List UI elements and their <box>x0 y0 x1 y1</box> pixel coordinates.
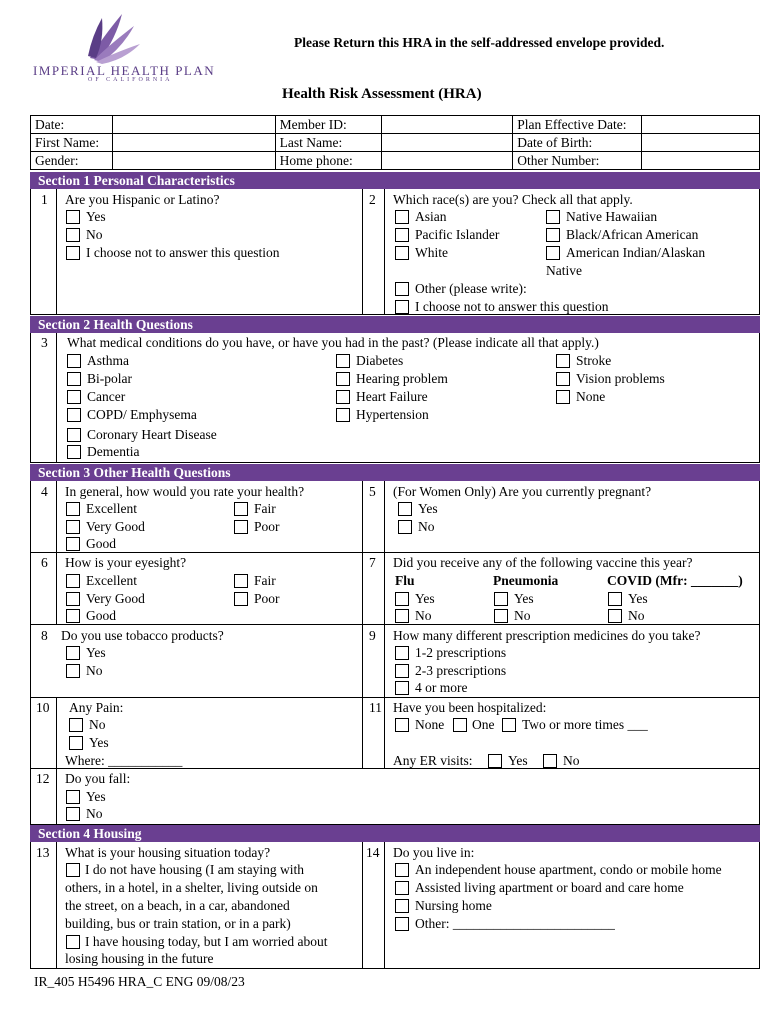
q7-flu-no-checkbox[interactable] <box>395 609 409 623</box>
q11-option: Two or more times ___ <box>522 717 648 732</box>
q9-checkbox[interactable] <box>395 681 409 695</box>
q3-checkbox[interactable] <box>67 390 81 404</box>
q12-option: No <box>86 806 103 821</box>
q7-covid-yes-checkbox[interactable] <box>608 592 622 606</box>
q8-checkbox-no[interactable] <box>66 664 80 678</box>
q4-option: Very Good <box>86 519 145 534</box>
member-info-table <box>30 115 760 170</box>
q2-option: Asian <box>415 209 447 224</box>
q2-checkbox-decline[interactable] <box>395 300 409 314</box>
q7-option: Yes <box>415 591 435 606</box>
q10-checkbox-no[interactable] <box>69 718 83 732</box>
q2-text: Which race(s) are you? Check all that apply. <box>393 192 633 207</box>
q5-text: (For Women Only) Are you currently pregnant? <box>393 484 652 499</box>
page-title: Health Risk Assessment (HRA) <box>282 86 482 102</box>
q9-option: 2-3 prescriptions <box>415 663 507 678</box>
q3-option: Vision problems <box>576 371 665 386</box>
q10-option: No <box>89 717 106 732</box>
q1-checkbox-no[interactable] <box>66 228 80 242</box>
q3-checkbox[interactable] <box>67 354 81 368</box>
q11-er-no-checkbox[interactable] <box>543 754 557 768</box>
q1-option: Yes <box>86 209 106 224</box>
q11-number: 11 <box>369 700 382 715</box>
q7-option: No <box>415 608 432 623</box>
section-1-row <box>30 189 760 315</box>
q11-checkbox-none[interactable] <box>395 718 409 732</box>
q2-option: Black/African American <box>566 227 699 242</box>
q13-number: 13 <box>36 845 50 860</box>
q3-option: Heart Failure <box>356 389 428 404</box>
q3-checkbox[interactable] <box>336 390 350 404</box>
q2-checkbox-asian[interactable] <box>395 210 409 224</box>
q3-checkbox[interactable] <box>67 445 81 459</box>
section-4-row <box>30 842 760 969</box>
q7-flu-yes-checkbox[interactable] <box>395 592 409 606</box>
q13-line: I do not have housing (I am staying with <box>85 862 304 877</box>
q2-option: Native <box>546 263 582 278</box>
q8-option: No <box>86 663 103 678</box>
q7-covid-label: COVID (Mfr: _______) <box>607 573 743 588</box>
q11-text: Have you been hospitalized: <box>393 700 547 715</box>
member-id-field[interactable] <box>381 116 513 134</box>
first-name-label: First Name: <box>31 134 113 152</box>
q12-checkbox-no[interactable] <box>66 807 80 821</box>
q6-checkbox[interactable] <box>66 574 80 588</box>
q3-option: Bi-polar <box>87 371 132 386</box>
q3-option: COPD/ Emphysema <box>87 407 197 422</box>
q4-text: In general, how would you rate your health? <box>65 484 305 499</box>
q10-checkbox-yes[interactable] <box>69 736 83 750</box>
section-3-row-b <box>30 553 760 625</box>
q3-option: None <box>576 389 606 404</box>
q6-checkbox[interactable] <box>234 574 248 588</box>
q12-number: 12 <box>36 771 50 786</box>
q10-option: Yes <box>89 735 109 750</box>
q3-option: Hearing problem <box>356 371 448 386</box>
q14-number: 14 <box>366 845 380 860</box>
q11-checkbox-one[interactable] <box>453 718 467 732</box>
q14-option: Nursing home <box>415 898 492 913</box>
last-name-field[interactable] <box>381 134 513 152</box>
q5-number: 5 <box>369 484 376 499</box>
q5-option: No <box>418 519 435 534</box>
q6-checkbox[interactable] <box>234 592 248 606</box>
q3-checkbox[interactable] <box>336 408 350 422</box>
plan-effective-field[interactable] <box>642 116 760 134</box>
q9-checkbox[interactable] <box>395 664 409 678</box>
q13-checkbox-worried[interactable] <box>66 935 80 949</box>
q11-option: One <box>472 717 495 732</box>
q7-covid-no-checkbox[interactable] <box>608 609 622 623</box>
q3-number: 3 <box>41 335 48 350</box>
q3-checkbox[interactable] <box>336 354 350 368</box>
q4-checkbox[interactable] <box>234 502 248 516</box>
section-3-row-c <box>30 625 760 698</box>
q4-option: Fair <box>254 501 276 516</box>
q5-checkbox-yes[interactable] <box>398 502 412 516</box>
section-3-row-a <box>30 481 760 553</box>
return-note: Please Return this HRA in the self-addressed envelope provided. <box>294 35 665 50</box>
q1-text: Are you Hispanic or Latino? <box>65 192 220 207</box>
q3-option: Dementia <box>87 444 140 459</box>
q1-option: I choose not to answer this question <box>86 245 280 260</box>
q14-text: Do you live in: <box>393 845 475 860</box>
q6-option: Poor <box>254 591 280 606</box>
q13-text: What is your housing situation today? <box>65 845 271 860</box>
section-1-header: Section 1 Personal Characteristics <box>30 172 760 189</box>
q10-number: 10 <box>36 700 50 715</box>
q2-option: American Indian/Alaskan <box>566 245 706 260</box>
q14-option: Assisted living apartment or board and care home <box>415 880 684 895</box>
section-3-row-d <box>30 698 760 769</box>
q5-option: Yes <box>418 501 438 516</box>
q2-option: I choose not to answer this question <box>415 299 609 314</box>
q8-option: Yes <box>86 645 106 660</box>
q3-option: Cancer <box>87 389 126 404</box>
q2-checkbox-american-indian[interactable] <box>546 246 560 260</box>
q10-where-field[interactable]: Where: ___________ <box>65 753 183 768</box>
q13-line: I have housing today, but I am worried about <box>85 934 328 949</box>
q12-text: Do you fall: <box>65 771 131 786</box>
q13-line: losing housing in the future <box>65 951 214 966</box>
q7-flu-label: Flu <box>395 573 415 588</box>
q4-checkbox[interactable] <box>66 537 80 551</box>
logo-subtext: OF CALIFORNIA <box>88 77 173 83</box>
q6-option: Very Good <box>86 591 145 606</box>
q7-number: 7 <box>369 555 376 570</box>
home-phone-label: Home phone: <box>275 152 381 170</box>
first-name-field[interactable] <box>112 134 275 152</box>
q3-checkbox[interactable] <box>336 372 350 386</box>
q6-number: 6 <box>41 555 48 570</box>
q13-line: building, bus or train station, or in a park) <box>65 916 291 931</box>
q14-option: Other: ________________________ <box>415 916 615 931</box>
logo-text: IMPERIAL HEALTH PLAN <box>33 63 216 78</box>
q11-checkbox-two-or-more[interactable] <box>502 718 516 732</box>
q9-checkbox[interactable] <box>395 646 409 660</box>
q1-option: No <box>86 227 103 242</box>
q8-number: 8 <box>41 628 48 643</box>
q1-checkbox-decline[interactable] <box>66 246 80 260</box>
q5-checkbox-no[interactable] <box>398 520 412 534</box>
q11-option: No <box>563 753 580 768</box>
member-id-label: Member ID: <box>275 116 381 134</box>
q3-option: Stroke <box>576 353 612 368</box>
date-field[interactable] <box>112 116 275 134</box>
home-phone-field[interactable] <box>381 152 513 170</box>
q14-checkbox[interactable] <box>395 863 409 877</box>
q11-er-label: Any ER visits: <box>393 753 473 768</box>
q4-checkbox[interactable] <box>66 502 80 516</box>
q6-checkbox[interactable] <box>66 609 80 623</box>
q6-option: Fair <box>254 573 276 588</box>
q11-option: None <box>415 717 445 732</box>
q13-checkbox-no-housing[interactable] <box>66 863 80 877</box>
q3-option: Diabetes <box>356 353 404 368</box>
q2-checkbox-hawaiian[interactable] <box>546 210 560 224</box>
q9-number: 9 <box>369 628 376 643</box>
q9-option: 1-2 prescriptions <box>415 645 507 660</box>
q2-checkbox-white[interactable] <box>395 246 409 260</box>
q7-option: Yes <box>628 591 648 606</box>
q6-checkbox[interactable] <box>66 592 80 606</box>
q3-option: Coronary Heart Disease <box>87 427 217 442</box>
q1-number: 1 <box>41 192 48 207</box>
q2-option: Pacific Islander <box>415 227 500 242</box>
q2-option: Other (please write): <box>415 281 527 296</box>
plan-effective-label: Plan Effective Date: <box>513 116 642 134</box>
section-4-header: Section 4 Housing <box>30 825 760 842</box>
q4-option: Excellent <box>86 501 137 516</box>
q8-checkbox-yes[interactable] <box>66 646 80 660</box>
section-2-header: Section 2 Health Questions <box>30 316 760 333</box>
q7-option: No <box>628 608 645 623</box>
q9-text: How many different prescription medicines do you take? <box>393 628 701 643</box>
q2-option: White <box>415 245 448 260</box>
q4-option: Good <box>86 536 116 551</box>
q3-checkbox[interactable] <box>67 428 81 442</box>
q2-checkbox-black[interactable] <box>546 228 560 242</box>
q14-checkbox[interactable] <box>395 917 409 931</box>
dob-label: Date of Birth: <box>513 134 642 152</box>
q7-pneumonia-yes-checkbox[interactable] <box>494 592 508 606</box>
section-2-row <box>30 333 760 463</box>
q2-checkbox-other[interactable] <box>395 282 409 296</box>
q3-checkbox[interactable] <box>556 372 570 386</box>
q3-option: Asthma <box>87 353 129 368</box>
date-label: Date: <box>31 116 113 134</box>
q2-checkbox-pacific[interactable] <box>395 228 409 242</box>
q3-text: What medical conditions do you have, or have you had in the past? (Please indicate all that apply.) <box>67 335 599 350</box>
other-number-field[interactable] <box>642 152 760 170</box>
q7-text: Did you receive any of the following vaccine this year? <box>393 555 693 570</box>
q9-option: 4 or more <box>415 680 468 695</box>
q12-option: Yes <box>86 789 106 804</box>
dob-field[interactable] <box>642 134 760 152</box>
gender-field[interactable] <box>112 152 275 170</box>
q14-checkbox[interactable] <box>395 881 409 895</box>
q6-option: Good <box>86 608 116 623</box>
q13-line: the street, on a beach, in a car, abandoned <box>65 898 290 913</box>
q7-pneumonia-label: Pneumonia <box>493 573 559 588</box>
q6-text: How is your eyesight? <box>65 555 187 570</box>
q7-option: Yes <box>514 591 534 606</box>
q3-checkbox[interactable] <box>556 390 570 404</box>
q11-er-yes-checkbox[interactable] <box>488 754 502 768</box>
q12-checkbox-yes[interactable] <box>66 790 80 804</box>
q6-option: Excellent <box>86 573 137 588</box>
last-name-label: Last Name: <box>275 134 381 152</box>
q3-checkbox[interactable] <box>67 372 81 386</box>
q3-checkbox[interactable] <box>67 408 81 422</box>
q14-checkbox[interactable] <box>395 899 409 913</box>
other-number-label: Other Number: <box>513 152 642 170</box>
q7-pneumonia-no-checkbox[interactable] <box>494 609 508 623</box>
q2-number: 2 <box>369 192 376 207</box>
q3-checkbox[interactable] <box>556 354 570 368</box>
form-code: IR_405 H5496 HRA_C ENG 09/08/23 <box>34 974 245 989</box>
q2-option: Native Hawaiian <box>566 209 658 224</box>
q11-option: Yes <box>508 753 528 768</box>
q7-option: No <box>514 608 531 623</box>
q10-text: Any Pain: <box>69 700 124 715</box>
section-3-header: Section 3 Other Health Questions <box>30 464 760 481</box>
gender-label: Gender: <box>31 152 113 170</box>
section-3-row-e <box>30 769 760 825</box>
q8-text: Do you use tobacco products? <box>61 628 224 643</box>
q3-option: Hypertension <box>356 407 429 422</box>
q4-number: 4 <box>41 484 48 499</box>
q14-option: An independent house apartment, condo or mobile home <box>415 862 722 877</box>
q1-checkbox-yes[interactable] <box>66 210 80 224</box>
q13-line: others, in a hotel, in a shelter, living outside on <box>65 880 318 895</box>
q4-checkbox[interactable] <box>234 520 248 534</box>
q4-checkbox[interactable] <box>66 520 80 534</box>
q4-option: Poor <box>254 519 280 534</box>
